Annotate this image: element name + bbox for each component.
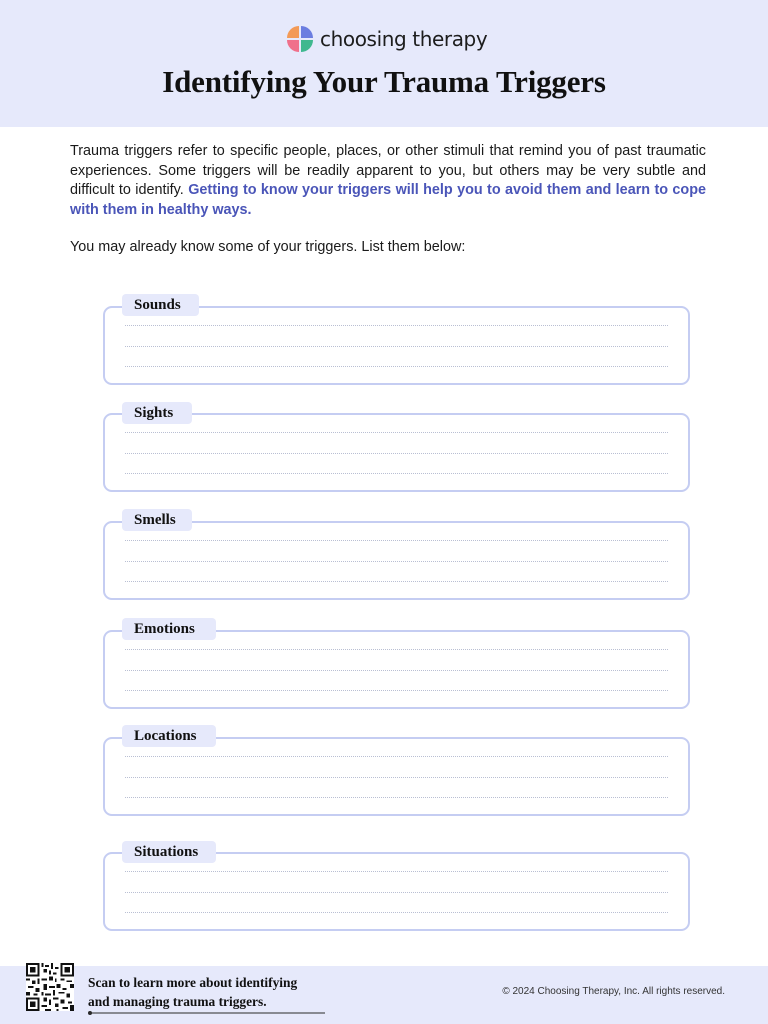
arrow-left-icon	[87, 1010, 325, 1016]
writing-line	[125, 670, 668, 671]
writing-line	[125, 581, 668, 582]
writing-line	[125, 690, 668, 691]
brand-name: choosing therapy	[320, 27, 488, 51]
writing-line	[125, 325, 668, 326]
scan-caption-line1: Scan to learn more about identifying	[88, 975, 298, 990]
writing-line	[125, 432, 668, 433]
writing-line	[125, 346, 668, 347]
copyright-notice: © 2024 Choosing Therapy, Inc. All rights reserved.	[502, 986, 725, 997]
writing-line	[125, 366, 668, 367]
qr-code-icon[interactable]	[26, 963, 74, 1011]
scan-caption	[88, 974, 297, 1011]
brand	[284, 22, 487, 56]
writing-line	[125, 453, 668, 454]
list-prompt: You may already know some of your triggers. List them below:	[70, 239, 466, 255]
section-label-locations: Locations	[122, 725, 216, 747]
writing-line	[125, 756, 668, 757]
sounds-writing-box[interactable]	[103, 306, 690, 385]
section-label-emotions: Emotions	[122, 618, 216, 640]
writing-line	[125, 871, 668, 872]
sights-writing-box[interactable]	[103, 413, 690, 492]
writing-line	[125, 777, 668, 778]
intro-text: Trauma triggers refer to specific people, places, or other stimuli that remind you of past traumatic experiences. Some triggers will be readily apparent to you, but others may be very subtle and difficult to identify.	[70, 143, 706, 198]
intro-paragraph	[70, 142, 706, 220]
writing-line	[125, 473, 668, 474]
smells-writing-box[interactable]	[103, 521, 690, 600]
section-label-smells: Smells	[122, 509, 192, 531]
section-label-situations: Situations	[122, 841, 216, 863]
page-header	[0, 0, 768, 127]
scan-caption-line2: and managing trauma triggers.	[88, 993, 267, 1009]
section-label-sights: Sights	[122, 402, 192, 424]
intro-highlight: Getting to know your triggers will help you to avoid them and learn to cope with them in healthy ways.	[70, 182, 707, 218]
writing-line	[125, 797, 668, 798]
locations-writing-box[interactable]	[103, 737, 690, 816]
writing-line	[125, 561, 668, 562]
writing-line	[125, 540, 668, 541]
four-petal-logo-icon	[284, 23, 316, 55]
emotions-writing-box[interactable]	[103, 630, 690, 709]
section-label-sounds: Sounds	[122, 294, 199, 316]
writing-line	[125, 912, 668, 913]
situations-writing-box[interactable]	[103, 852, 690, 931]
writing-line	[125, 892, 668, 893]
writing-line	[125, 649, 668, 650]
page-title: Identifying Your Trauma Triggers	[162, 64, 606, 99]
